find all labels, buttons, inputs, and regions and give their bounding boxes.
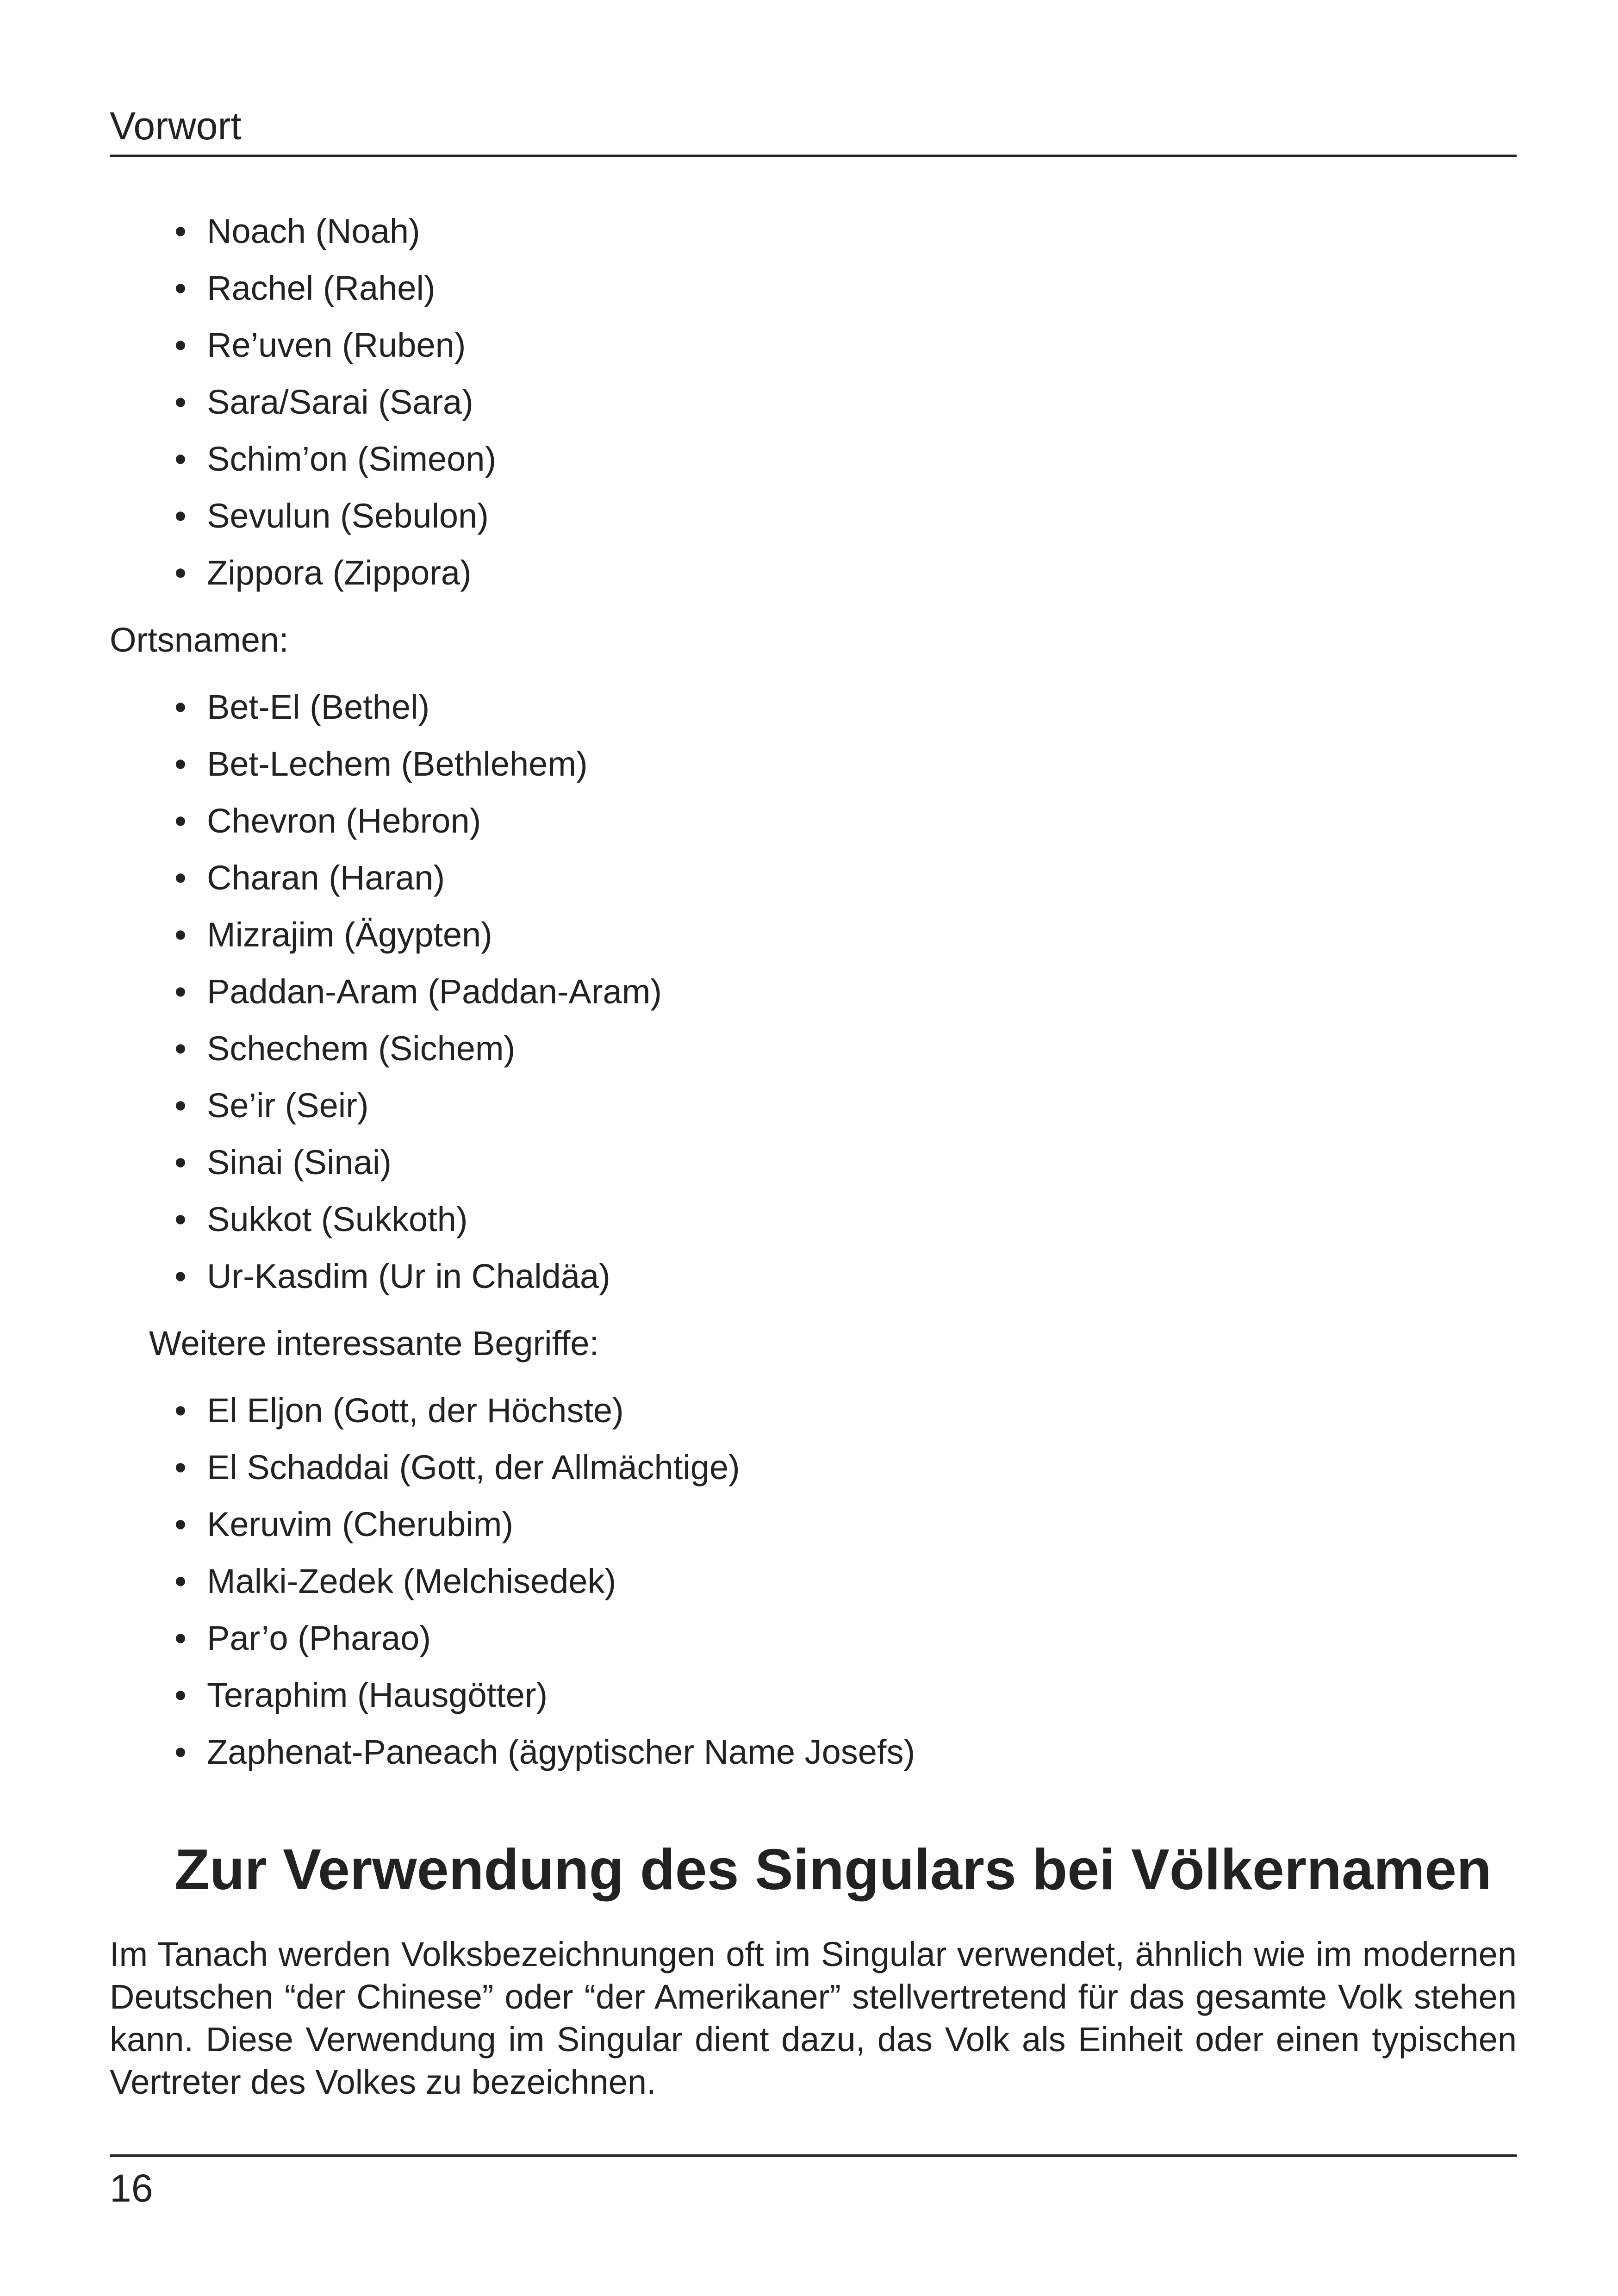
list-item: • Schechem (Sichem) <box>207 1020 1517 1077</box>
list-item: • Malki-Zedek (Melchisedek) <box>207 1553 1517 1610</box>
bullet-icon: • <box>174 1200 187 1238</box>
bullet-icon: • <box>174 1143 187 1182</box>
bullet-icon: • <box>174 269 187 307</box>
bullet-icon: • <box>174 326 187 364</box>
section-paragraph: Im Tanach werden Volksbezeichnungen oft im Singular verwendet, ähnlich wie im modernen Deutschen “der Chinese” oder “der Amerikaner” stellvertretend für das gesamte Volk stehen kann. Diese Verwendung im Singular dient dazu, das Volk als Einheit oder einen typischen Vertreter des Volkes zu bezeichnen. <box>110 1935 1517 2101</box>
bullet-icon: • <box>174 1733 187 1771</box>
footer-rule <box>110 2154 1517 2157</box>
terms-list <box>110 1382 1517 1780</box>
bullet-icon: • <box>174 745 187 783</box>
page-number: 16 <box>110 2166 153 2210</box>
list-item: • El Eljon (Gott, der Höchste) <box>207 1382 1517 1439</box>
bullet-icon: • <box>174 1619 187 1657</box>
list-item: • Sukkot (Sukkoth) <box>207 1191 1517 1248</box>
list-item: • Se’ir (Seir) <box>207 1077 1517 1134</box>
bullet-icon: • <box>174 1391 187 1430</box>
places-list <box>110 678 1517 1305</box>
list-item: • Sinai (Sinai) <box>207 1134 1517 1191</box>
section-heading: Zur Verwendung des Singulars bei Völkernamen <box>174 1838 1492 1902</box>
bullet-icon: • <box>174 212 187 250</box>
list-item: • Par’o (Pharao) <box>207 1610 1517 1667</box>
names-list <box>110 203 1517 601</box>
list-item: • Bet-Lechem (Bethlehem) <box>207 735 1517 792</box>
list-item: • Keruvim (Cherubim) <box>207 1496 1517 1553</box>
bullet-icon: • <box>174 1505 187 1543</box>
bullet-icon: • <box>174 497 187 535</box>
list-item: • Teraphim (Hausgötter) <box>207 1667 1517 1724</box>
list-item: • Re’uven (Ruben) <box>207 317 1517 373</box>
bullet-icon: • <box>174 688 187 726</box>
list-item: • Sevulun (Sebulon) <box>207 487 1517 544</box>
list-item: • Charan (Haran) <box>207 849 1517 906</box>
list-item: • Chevron (Hebron) <box>207 792 1517 849</box>
list-item: • Paddan-Aram (Paddan-Aram) <box>207 963 1517 1020</box>
list-item: • Bet-El (Bethel) <box>207 678 1517 735</box>
header-rule <box>110 155 1517 157</box>
list-item: • El Schaddai (Gott, der Allmächtige) <box>207 1439 1517 1496</box>
bullet-icon: • <box>174 554 187 592</box>
bullet-icon: • <box>174 1029 187 1068</box>
terms-label: Weitere interessante Begriffe: <box>149 1324 599 1363</box>
bullet-icon: • <box>174 1676 187 1714</box>
bullet-icon: • <box>174 972 187 1011</box>
bullet-icon: • <box>174 1448 187 1487</box>
running-header <box>110 103 1517 149</box>
bullet-icon: • <box>174 1086 187 1125</box>
list-item: • Sara/Sarai (Sara) <box>207 373 1517 430</box>
bullet-icon: • <box>174 915 187 954</box>
list-item: • Zippora (Zippora) <box>207 544 1517 601</box>
page-content <box>110 203 1517 2103</box>
bullet-icon: • <box>174 802 187 840</box>
list-item: • Ur-Kasdim (Ur in Chaldäa) <box>207 1248 1517 1305</box>
list-item: • Mizrajim (Ägypten) <box>207 906 1517 963</box>
list-item: • Schim’on (Simeon) <box>207 430 1517 487</box>
list-item: • Zaphenat-Paneach (ägyptischer Name Josefs) <box>207 1724 1517 1780</box>
places-label: Ortsnamen: <box>110 621 289 659</box>
list-item: • Noach (Noah) <box>207 203 1517 260</box>
list-item: • Rachel (Rahel) <box>207 260 1517 317</box>
bullet-icon: • <box>174 1562 187 1600</box>
header-title: Vorwort <box>110 104 242 148</box>
bullet-icon: • <box>174 383 187 421</box>
bullet-icon: • <box>174 440 187 478</box>
bullet-icon: • <box>174 1257 187 1295</box>
bullet-icon: • <box>174 859 187 897</box>
